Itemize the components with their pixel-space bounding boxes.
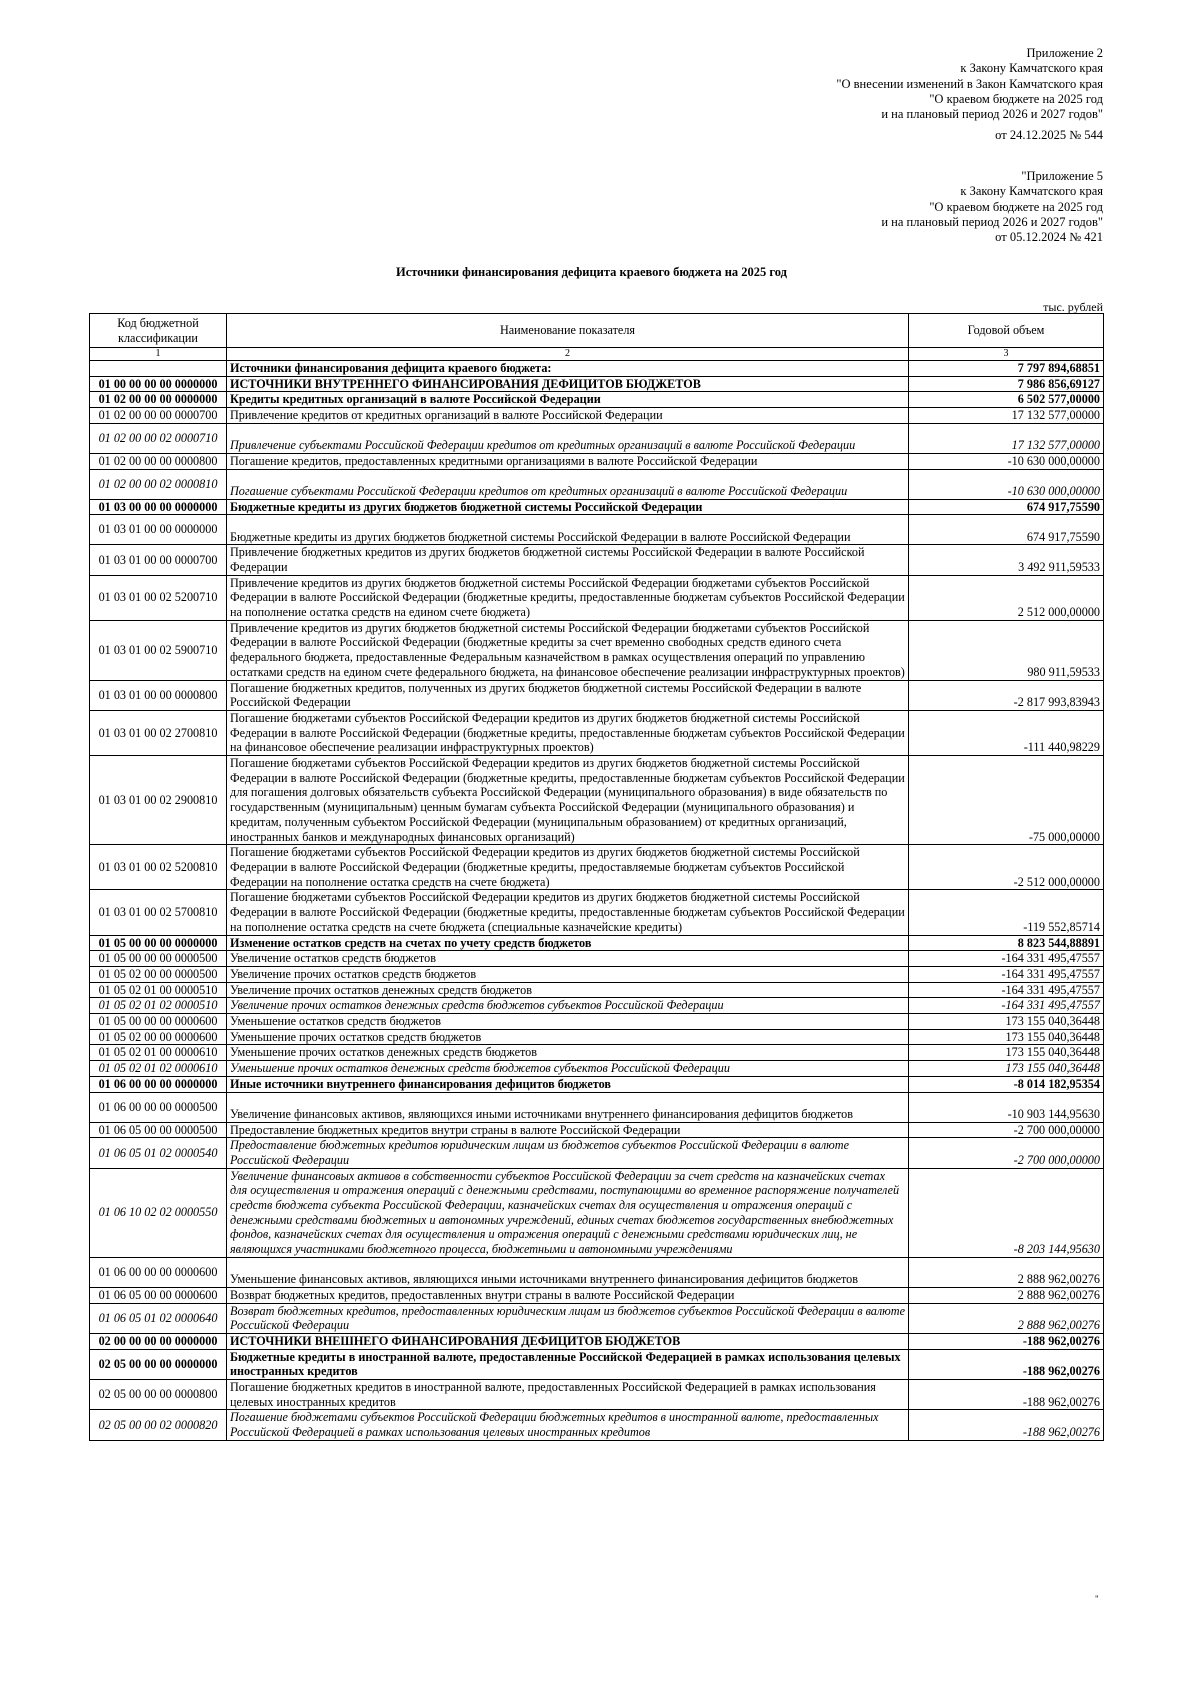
- table-row: [90, 1410, 1104, 1440]
- row-code: 01 05 02 00 00 0000600: [90, 1029, 227, 1045]
- row-name: Бюджетные кредиты из других бюджетов бюджетной системы Российской Федерации в валюте Российской Федерации: [227, 515, 909, 545]
- table-row: [90, 575, 1104, 620]
- row-value: -10 630 000,00000: [909, 453, 1104, 469]
- table-row: [90, 756, 1104, 845]
- table-row: [90, 499, 1104, 515]
- row-name: Изменение остатков средств на счетах по учету средств бюджетов: [227, 935, 909, 951]
- row-value: -188 962,00276: [909, 1333, 1104, 1349]
- row-value: 8 823 544,88891: [909, 935, 1104, 951]
- row-value: -2 817 993,83943: [909, 680, 1104, 710]
- appendix-header-line: Приложение 2: [1026, 46, 1103, 60]
- row-value: 3 492 911,59533: [909, 545, 1104, 575]
- row-code: 01 03 01 00 02 5700810: [90, 890, 227, 935]
- row-value: -164 331 495,47557: [909, 951, 1104, 967]
- row-name: ИСТОЧНИКИ ВНЕШНЕГО ФИНАНСИРОВАНИЯ ДЕФИЦИТОВ БЮДЖЕТОВ: [227, 1333, 909, 1349]
- row-value: 173 155 040,36448: [909, 1061, 1104, 1077]
- original-header-line: к Закону Камчатского края: [960, 184, 1103, 199]
- row-name: Возврат бюджетных кредитов, предоставленных внутри страны в валюте Российской Федерации: [227, 1287, 909, 1303]
- row-value: 17 132 577,00000: [909, 408, 1104, 424]
- column-number: 3: [909, 348, 1104, 361]
- document-title: Источники финансирования дефицита краевого бюджета на 2025 год: [396, 265, 787, 279]
- table-row: [90, 845, 1104, 890]
- table-row: [90, 1303, 1104, 1333]
- original-header-line: "О краевом бюджете на 2025 год: [929, 199, 1103, 214]
- column-number: 2: [227, 348, 909, 361]
- table-row: [90, 515, 1104, 545]
- table-row: [90, 1061, 1104, 1077]
- appendix-header-line: к Закону Камчатского края: [960, 61, 1103, 76]
- row-code: 01 06 10 02 02 0000550: [90, 1168, 227, 1257]
- table-row: [90, 1349, 1104, 1379]
- row-code: 01 03 01 00 02 2900810: [90, 756, 227, 845]
- row-name: ИСТОЧНИКИ ВНУТРЕННЕГО ФИНАНСИРОВАНИЯ ДЕФИЦИТОВ БЮДЖЕТОВ: [227, 376, 909, 392]
- row-name: Уменьшение прочих остатков средств бюджетов: [227, 1029, 909, 1045]
- table-row: [90, 680, 1104, 710]
- row-code: 01 05 02 01 02 0000510: [90, 998, 227, 1014]
- row-name: Увеличение финансовых активов в собственности субъектов Российской Федерации за счет средств на казначейских счетах для осуществления и отражения операций с денежными средствами, поступающими во временное распоряжение получателей средств бюджета субъекта Российской Федерации, казначейских счетах для осуществления и отражения операций с денежными средствами бюджетных и автономных учреждений, единых счетах бюджетов государственных внебюджетных фондов, казначейских счетах для осуществления и отражения операций с денежными средствами юридических лиц, не являющихся участниками бюджетного процесса, бюджетными и автономными учреждениями: [227, 1168, 909, 1257]
- row-name: Погашение бюджетных кредитов, полученных из других бюджетов бюджетной системы Российской Федерации в валюте Российской Федерации: [227, 680, 909, 710]
- row-value: 7 797 894,68851: [909, 361, 1104, 377]
- row-code: 01 02 00 00 00 0000000: [90, 392, 227, 408]
- row-value: -8 203 144,95630: [909, 1168, 1104, 1257]
- row-code: 01 00 00 00 00 0000000: [90, 376, 227, 392]
- row-code: 01 02 00 00 02 0000710: [90, 423, 227, 453]
- table-row: [90, 469, 1104, 499]
- row-code: 01 06 05 01 02 0000540: [90, 1138, 227, 1168]
- row-value: 2 888 962,00276: [909, 1303, 1104, 1333]
- row-code: 01 06 00 00 00 0000500: [90, 1092, 227, 1122]
- row-name: Кредиты кредитных организаций в валюте Российской Федерации: [227, 392, 909, 408]
- column-number-row: [90, 348, 1104, 361]
- row-value: 2 888 962,00276: [909, 1287, 1104, 1303]
- row-name: Погашение бюджетами субъектов Российской Федерации кредитов из других бюджетов бюджетной системы Российской Федерации в валюте Российской Федерации (бюджетные кредиты, предоставленные бюджетам субъектов Российской Федерации для погашения долговых обязательств субъекта Российской Федерации (муниципального образования) в виде обязательств по государственным (муниципальным) ценным бумагам субъекта Российской Федерации (муниципального образования) и кредитам, полученным субъектом Российской Федерации (муниципальным образованием) от кредитных организаций, иностранных банков и международных финансовых организаций): [227, 756, 909, 845]
- row-name: Уменьшение прочих остатков денежных средств бюджетов: [227, 1045, 909, 1061]
- row-code: 01 05 00 00 00 0000600: [90, 1014, 227, 1030]
- table-row: [90, 710, 1104, 755]
- table-row: [90, 1014, 1104, 1030]
- table-row: [90, 935, 1104, 951]
- row-code: 01 02 00 00 00 0000700: [90, 408, 227, 424]
- appendix-header-date: от 24.12.2025 № 544: [995, 128, 1103, 143]
- row-code: 01 03 01 00 02 2700810: [90, 710, 227, 755]
- row-value: 173 155 040,36448: [909, 1045, 1104, 1061]
- row-value: -10 630 000,00000: [909, 469, 1104, 499]
- row-value: -164 331 495,47557: [909, 966, 1104, 982]
- table-row: [90, 392, 1104, 408]
- row-code: 01 05 02 01 00 0000610: [90, 1045, 227, 1061]
- row-name: Увеличение остатков средств бюджетов: [227, 951, 909, 967]
- row-name: Привлечение кредитов из других бюджетов бюджетной системы Российской Федерации бюджетами субъектов Российской Федерации в валюте Российской Федерации (бюджетные кредиты за счет временно свободных средств единого счета федерального бюджета, предоставленные Федеральным казначейством в рамках осуществления операций по управлению остатками средств на едином счете федерального бюджета, на финансовое обеспечение реализации инфраструктурных проектов): [227, 620, 909, 680]
- header-name: Наименование показателя: [227, 314, 909, 348]
- table-row: [90, 1076, 1104, 1092]
- row-code: 01 05 02 00 00 0000500: [90, 966, 227, 982]
- table-row: [90, 1138, 1104, 1168]
- original-header-line: "Приложение 5: [1021, 169, 1103, 183]
- table-row: [90, 361, 1104, 377]
- table-row: [90, 1122, 1104, 1138]
- row-code: 02 05 00 00 00 0000800: [90, 1380, 227, 1410]
- row-code: 02 00 00 00 00 0000000: [90, 1333, 227, 1349]
- row-name: Бюджетные кредиты в иностранной валюте, предоставленные Российской Федерацией в рамках использования целевых иностранных кредитов: [227, 1349, 909, 1379]
- row-name: Уменьшение финансовых активов, являющихся иными источниками внутреннего финансирования дефицитов бюджетов: [227, 1257, 909, 1287]
- appendix-header-line: "О краевом бюджете на 2025 год: [929, 91, 1103, 106]
- row-value: -8 014 182,95354: [909, 1076, 1104, 1092]
- row-name: Погашение бюджетами субъектов Российской Федерации бюджетных кредитов в иностранной валюте, предоставленных Российской Федерацией в рамках использования целевых иностранных кредитов: [227, 1410, 909, 1440]
- original-header-line: и на плановый период 2026 и 2027 годов": [881, 214, 1103, 229]
- original-header-line: от 05.12.2024 № 421: [995, 230, 1103, 245]
- row-name: Уменьшение остатков средств бюджетов: [227, 1014, 909, 1030]
- row-code: 01 05 00 00 00 0000500: [90, 951, 227, 967]
- row-name: Привлечение субъектами Российской Федерации кредитов от кредитных организаций в валюте Российской Федерации: [227, 423, 909, 453]
- table-row: [90, 1257, 1104, 1287]
- column-number: 1: [90, 348, 227, 361]
- appendix-header: [836, 46, 1103, 144]
- header-code: Код бюджетной классификации: [90, 314, 227, 348]
- row-name: Привлечение кредитов от кредитных организаций в валюте Российской Федерации: [227, 408, 909, 424]
- row-name: Привлечение бюджетных кредитов из других бюджетов бюджетной системы Российской Федерации в валюте Российской Федерации: [227, 545, 909, 575]
- row-code: 01 03 01 00 00 0000800: [90, 680, 227, 710]
- row-name: Источники финансирования дефицита краевого бюджета:: [227, 361, 909, 377]
- row-name: Увеличение финансовых активов, являющихся иными источниками внутреннего финансирования дефицитов бюджетов: [227, 1092, 909, 1122]
- table-row: [90, 1287, 1104, 1303]
- row-name: Увеличение прочих остатков денежных средств бюджетов субъектов Российской Федерации: [227, 998, 909, 1014]
- row-code: 01 03 01 00 00 0000000: [90, 515, 227, 545]
- row-name: Увеличение прочих остатков денежных средств бюджетов: [227, 982, 909, 998]
- table-body: [90, 361, 1104, 1441]
- row-name: Уменьшение прочих остатков денежных средств бюджетов субъектов Российской Федерации: [227, 1061, 909, 1077]
- row-code: 01 05 02 01 02 0000610: [90, 1061, 227, 1077]
- table-row: [90, 545, 1104, 575]
- table-row: [90, 423, 1104, 453]
- row-code: 01 06 00 00 00 0000000: [90, 1076, 227, 1092]
- row-value: 7 986 856,69127: [909, 376, 1104, 392]
- header-value: Годовой объем: [909, 314, 1104, 348]
- row-code: 01 03 01 00 02 5200810: [90, 845, 227, 890]
- row-name: Предоставление бюджетных кредитов юридическим лицам из бюджетов субъектов Российской Федерации в валюте Российской Федерации: [227, 1138, 909, 1168]
- table-row: [90, 1092, 1104, 1122]
- row-value: -164 331 495,47557: [909, 982, 1104, 998]
- row-code: 01 06 05 00 00 0000600: [90, 1287, 227, 1303]
- row-value: -188 962,00276: [909, 1380, 1104, 1410]
- row-value: 6 502 577,00000: [909, 392, 1104, 408]
- table-row: [90, 951, 1104, 967]
- table-row: [90, 620, 1104, 680]
- appendix-header-line: и на плановый период 2026 и 2027 годов": [881, 107, 1103, 122]
- row-name: Погашение бюджетами субъектов Российской Федерации кредитов из других бюджетов бюджетной системы Российской Федерации в валюте Российской Федерации (бюджетные кредиты, предоставленные бюджетам субъектов Российской Федерации на финансовое обеспечение реализации инфраструктурных проектов): [227, 710, 909, 755]
- table-row: [90, 890, 1104, 935]
- row-value: -188 962,00276: [909, 1349, 1104, 1379]
- table-row: [90, 1380, 1104, 1410]
- row-value: 2 512 000,00000: [909, 575, 1104, 620]
- row-value: -2 700 000,00000: [909, 1138, 1104, 1168]
- row-code: 02 05 00 00 00 0000000: [90, 1349, 227, 1379]
- table-row: [90, 998, 1104, 1014]
- row-code: 01 03 01 00 00 0000700: [90, 545, 227, 575]
- row-value: -2 700 000,00000: [909, 1122, 1104, 1138]
- row-name: Бюджетные кредиты из других бюджетов бюджетной системы Российской Федерации: [227, 499, 909, 515]
- row-value: -111 440,98229: [909, 710, 1104, 755]
- row-value: 674 917,75590: [909, 515, 1104, 545]
- table-header-row: [90, 314, 1104, 348]
- table-row: [90, 1045, 1104, 1061]
- table-row: [90, 982, 1104, 998]
- table-row: [90, 1029, 1104, 1045]
- row-value: 674 917,75590: [909, 499, 1104, 515]
- row-value: -188 962,00276: [909, 1410, 1104, 1440]
- row-code: 01 02 00 00 00 0000800: [90, 453, 227, 469]
- units-label: тыс. рублей: [1043, 300, 1103, 314]
- row-value: -119 552,85714: [909, 890, 1104, 935]
- row-value: -164 331 495,47557: [909, 998, 1104, 1014]
- table-row: [90, 376, 1104, 392]
- row-code: 02 05 00 00 02 0000820: [90, 1410, 227, 1440]
- row-value: 173 155 040,36448: [909, 1029, 1104, 1045]
- row-value: 980 911,59533: [909, 620, 1104, 680]
- row-value: 17 132 577,00000: [909, 423, 1104, 453]
- table-row: [90, 408, 1104, 424]
- table-row: [90, 1168, 1104, 1257]
- row-value: 173 155 040,36448: [909, 1014, 1104, 1030]
- row-name: Погашение бюджетами субъектов Российской Федерации кредитов из других бюджетов бюджетной системы Российской Федерации в валюте Российской Федерации (бюджетные кредиты, предоставленные бюджетам субъектов Российской Федерации на пополнение остатка средств на счете бюджета (специальные казначейские кредиты): [227, 890, 909, 935]
- row-code: 01 02 00 00 02 0000810: [90, 469, 227, 499]
- sources-table: [89, 313, 1104, 1441]
- row-code: 01 03 00 00 00 0000000: [90, 499, 227, 515]
- row-code: 01 06 05 00 00 0000500: [90, 1122, 227, 1138]
- table-row: [90, 966, 1104, 982]
- row-value: 2 888 962,00276: [909, 1257, 1104, 1287]
- row-name: Погашение бюджетами субъектов Российской Федерации кредитов из других бюджетов бюджетной системы Российской Федерации в валюте Российской Федерации (бюджетные кредиты, предоставляемые бюджетам субъектов Российской Федерации на пополнение остатка средств на счете бюджета): [227, 845, 909, 890]
- row-name: Иные источники внутреннего финансирования дефицитов бюджетов: [227, 1076, 909, 1092]
- appendix-header-line: "О внесении изменений в Закон Камчатского края: [836, 76, 1103, 91]
- table-row: [90, 453, 1104, 469]
- closing-quote: ": [1095, 1594, 1099, 1604]
- row-name: Привлечение кредитов из других бюджетов бюджетной системы Российской Федерации бюджетами субъектов Российской Федерации в валюте Российской Федерации (бюджетные кредиты, предоставленные бюджетам субъектов Российской Федерации на пополнение остатка средств на едином счете бюджета): [227, 575, 909, 620]
- row-name: Погашение субъектами Российской Федерации кредитов от кредитных организаций в валюте Российской Федерации: [227, 469, 909, 499]
- row-code: 01 03 01 00 02 5900710: [90, 620, 227, 680]
- original-appendix-header: [881, 169, 1103, 245]
- row-code: 01 05 00 00 00 0000000: [90, 935, 227, 951]
- row-name: Погашение бюджетных кредитов в иностранной валюте, предоставленных Российской Федерацией в рамках использования целевых иностранных кредитов: [227, 1380, 909, 1410]
- table-row: [90, 1333, 1104, 1349]
- row-value: -75 000,00000: [909, 756, 1104, 845]
- row-name: Возврат бюджетных кредитов, предоставленных юридическим лицам из бюджетов субъектов Российской Федерации в валюте Российской Федерации: [227, 1303, 909, 1333]
- row-name: Погашение кредитов, предоставленных кредитными организациями в валюте Российской Федерации: [227, 453, 909, 469]
- row-name: Увеличение прочих остатков средств бюджетов: [227, 966, 909, 982]
- row-code: 01 06 05 01 02 0000640: [90, 1303, 227, 1333]
- row-name: Предоставление бюджетных кредитов внутри страны в валюте Российской Федерации: [227, 1122, 909, 1138]
- row-code: 01 06 00 00 00 0000600: [90, 1257, 227, 1287]
- row-code: 01 05 02 01 00 0000510: [90, 982, 227, 998]
- row-value: -2 512 000,00000: [909, 845, 1104, 890]
- row-value: -10 903 144,95630: [909, 1092, 1104, 1122]
- row-code: [90, 361, 227, 377]
- row-code: 01 03 01 00 02 5200710: [90, 575, 227, 620]
